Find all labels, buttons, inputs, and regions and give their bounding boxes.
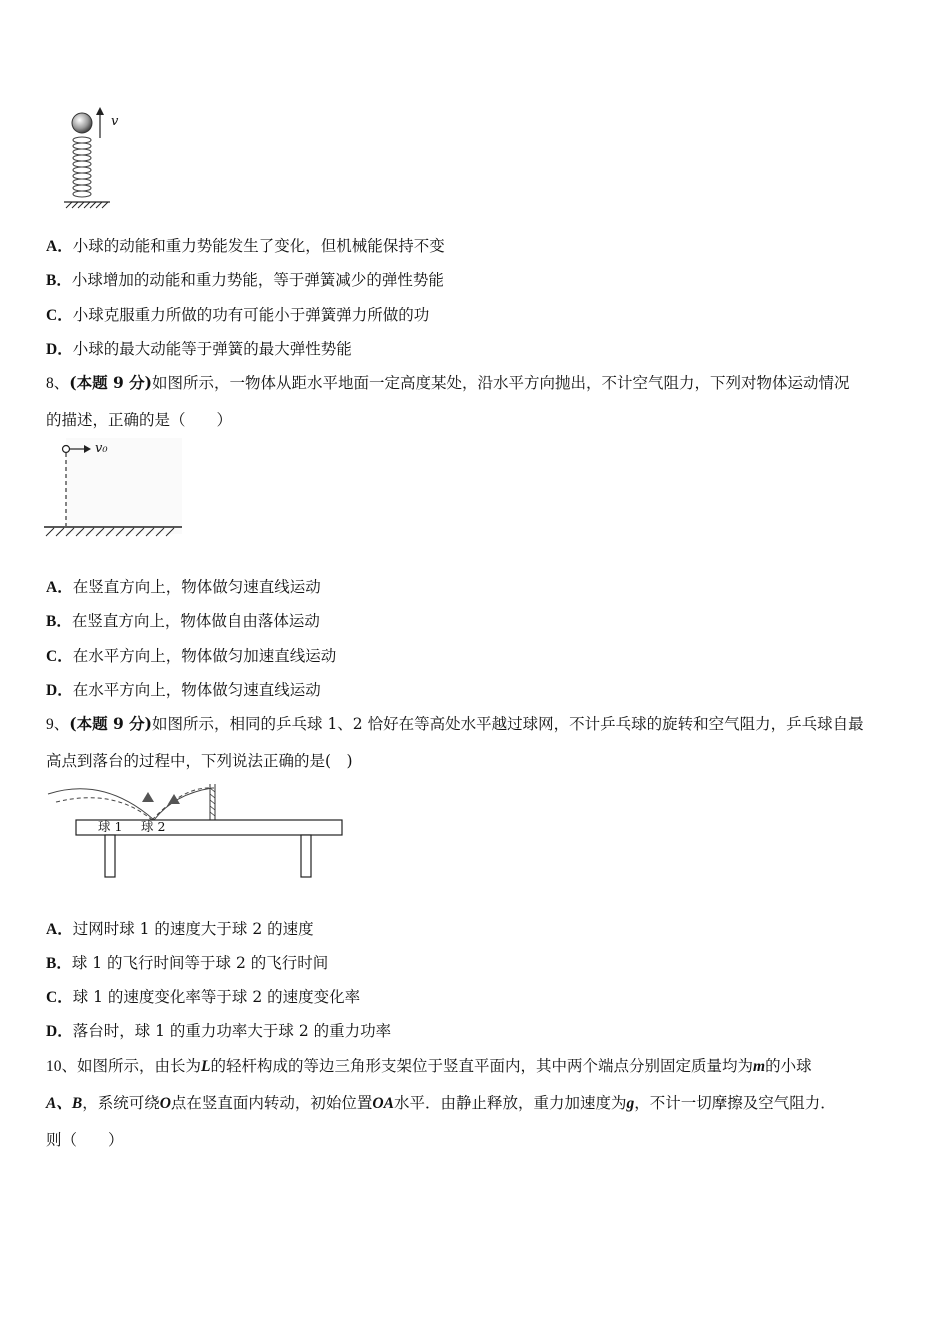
projectile-figure bbox=[44, 438, 184, 544]
q7-option-c[interactable] bbox=[46, 305, 429, 326]
option-text: 小球克服重力所做的功有可能小于弹簧弹力所做的功 bbox=[72, 306, 430, 324]
q10-text: 如图所示，由长为 bbox=[77, 1057, 202, 1075]
q10-stem-line1 bbox=[46, 1056, 812, 1077]
option-letter: D． bbox=[46, 682, 73, 699]
option-text: 小球的最大动能等于弹簧的最大弹性势能 bbox=[72, 340, 352, 358]
option-letter: C． bbox=[46, 989, 73, 1006]
symbol-m: m bbox=[753, 1058, 766, 1075]
q10-stem-line2 bbox=[46, 1093, 836, 1114]
option-letter: A． bbox=[46, 921, 73, 938]
option-text: 球 1 的速度变化率等于球 2 的速度变化率 bbox=[72, 988, 361, 1006]
option-text: 球 1 的飞行时间等于球 2 的飞行时间 bbox=[71, 954, 329, 972]
question-number: 9、 bbox=[46, 716, 70, 733]
q9-option-b[interactable] bbox=[46, 953, 328, 974]
symbol-L: L bbox=[201, 1058, 211, 1075]
option-letter: B． bbox=[46, 955, 72, 972]
q7-option-a[interactable] bbox=[46, 236, 445, 257]
option-letter: B． bbox=[46, 613, 72, 630]
option-text: 在水平方向上，物体做匀加速直线运动 bbox=[72, 647, 337, 665]
q9-stem-line1 bbox=[46, 714, 864, 735]
option-letter: D． bbox=[46, 1023, 73, 1040]
symbol-ab: A、B bbox=[46, 1095, 83, 1112]
option-letter: C． bbox=[46, 307, 73, 324]
ball2-label: 球 2 bbox=[141, 819, 166, 834]
q10-stem-line3: 则（ ） bbox=[46, 1131, 124, 1149]
option-letter: A． bbox=[46, 579, 73, 596]
q8-option-a[interactable] bbox=[46, 577, 321, 598]
option-letter: B． bbox=[46, 272, 72, 289]
question-number: 8、 bbox=[46, 375, 70, 392]
object-icon bbox=[63, 446, 70, 453]
spring-icon bbox=[73, 137, 91, 197]
q10-text: 水平．由静止释放，重力加速度为 bbox=[393, 1094, 627, 1112]
ball1-label: 球 1 bbox=[98, 819, 123, 834]
symbol-o: O bbox=[159, 1095, 171, 1112]
option-text: 小球增加的动能和重力势能，等于弹簧减少的弹性势能 bbox=[71, 271, 444, 289]
question-number: 10、 bbox=[46, 1058, 78, 1075]
option-text: 在竖直方向上，物体做自由落体运动 bbox=[71, 612, 320, 630]
q10-text: ，不计一切摩擦及空气阻力． bbox=[634, 1094, 836, 1112]
q9-option-d[interactable] bbox=[46, 1021, 391, 1042]
q7-option-b[interactable] bbox=[46, 270, 444, 291]
option-text: 落台时，球 1 的重力功率大于球 2 的重力功率 bbox=[72, 1022, 392, 1040]
question-tag: (本题 9 分) bbox=[69, 373, 153, 392]
q8-option-b[interactable] bbox=[46, 611, 320, 632]
question-text: 如图所示，一物体从距水平地面一定高度某处，沿水平方向抛出，不计空气阻力，下列对物体运动情况 bbox=[152, 374, 850, 392]
q8-stem-line1 bbox=[46, 373, 850, 394]
q9-stem-line2: 高点到落台的过程中，下列说法正确的是( ) bbox=[46, 752, 353, 770]
table-tennis-figure bbox=[44, 780, 349, 880]
velocity-label: v bbox=[111, 114, 119, 129]
option-text: 在竖直方向上，物体做匀速直线运动 bbox=[72, 578, 321, 596]
q10-text: ，系统可绕 bbox=[82, 1094, 160, 1112]
option-text: 过网时球 1 的速度大于球 2 的速度 bbox=[72, 920, 314, 938]
q7-option-d[interactable] bbox=[46, 339, 352, 360]
q9-option-c[interactable] bbox=[46, 987, 360, 1008]
q10-text: 点在竖直面内转动，初始位置 bbox=[170, 1094, 373, 1112]
q10-text: 的轻杆构成的等边三角形支架位于竖直平面内，其中两个端点分别固定质量均为 bbox=[210, 1057, 754, 1075]
option-text: 小球的动能和重力势能发生了变化，但机械能保持不变 bbox=[72, 237, 445, 255]
symbol-oa: OA bbox=[372, 1095, 394, 1112]
option-letter: C． bbox=[46, 648, 73, 665]
option-text: 在水平方向上，物体做匀速直线运动 bbox=[72, 681, 321, 699]
q10-text: 的小球 bbox=[765, 1057, 812, 1075]
question-text: 如图所示，相同的乒乓球 1、2 恰好在等高处水平越过球网，不计乒乓球的旋转和空气阻力，乒乓球自最 bbox=[152, 715, 864, 733]
question-tag: (本题 9 分) bbox=[69, 714, 153, 733]
option-letter: A． bbox=[46, 238, 73, 255]
q8-option-c[interactable] bbox=[46, 646, 336, 667]
q9-option-a[interactable] bbox=[46, 919, 314, 940]
option-letter: D． bbox=[46, 341, 73, 358]
v0-label: v₀ bbox=[95, 441, 108, 456]
q8-stem-line2: 的描述，正确的是（ ） bbox=[46, 411, 233, 429]
symbol-g: g bbox=[626, 1095, 635, 1112]
ball-icon bbox=[72, 113, 92, 133]
q8-option-d[interactable] bbox=[46, 680, 321, 701]
